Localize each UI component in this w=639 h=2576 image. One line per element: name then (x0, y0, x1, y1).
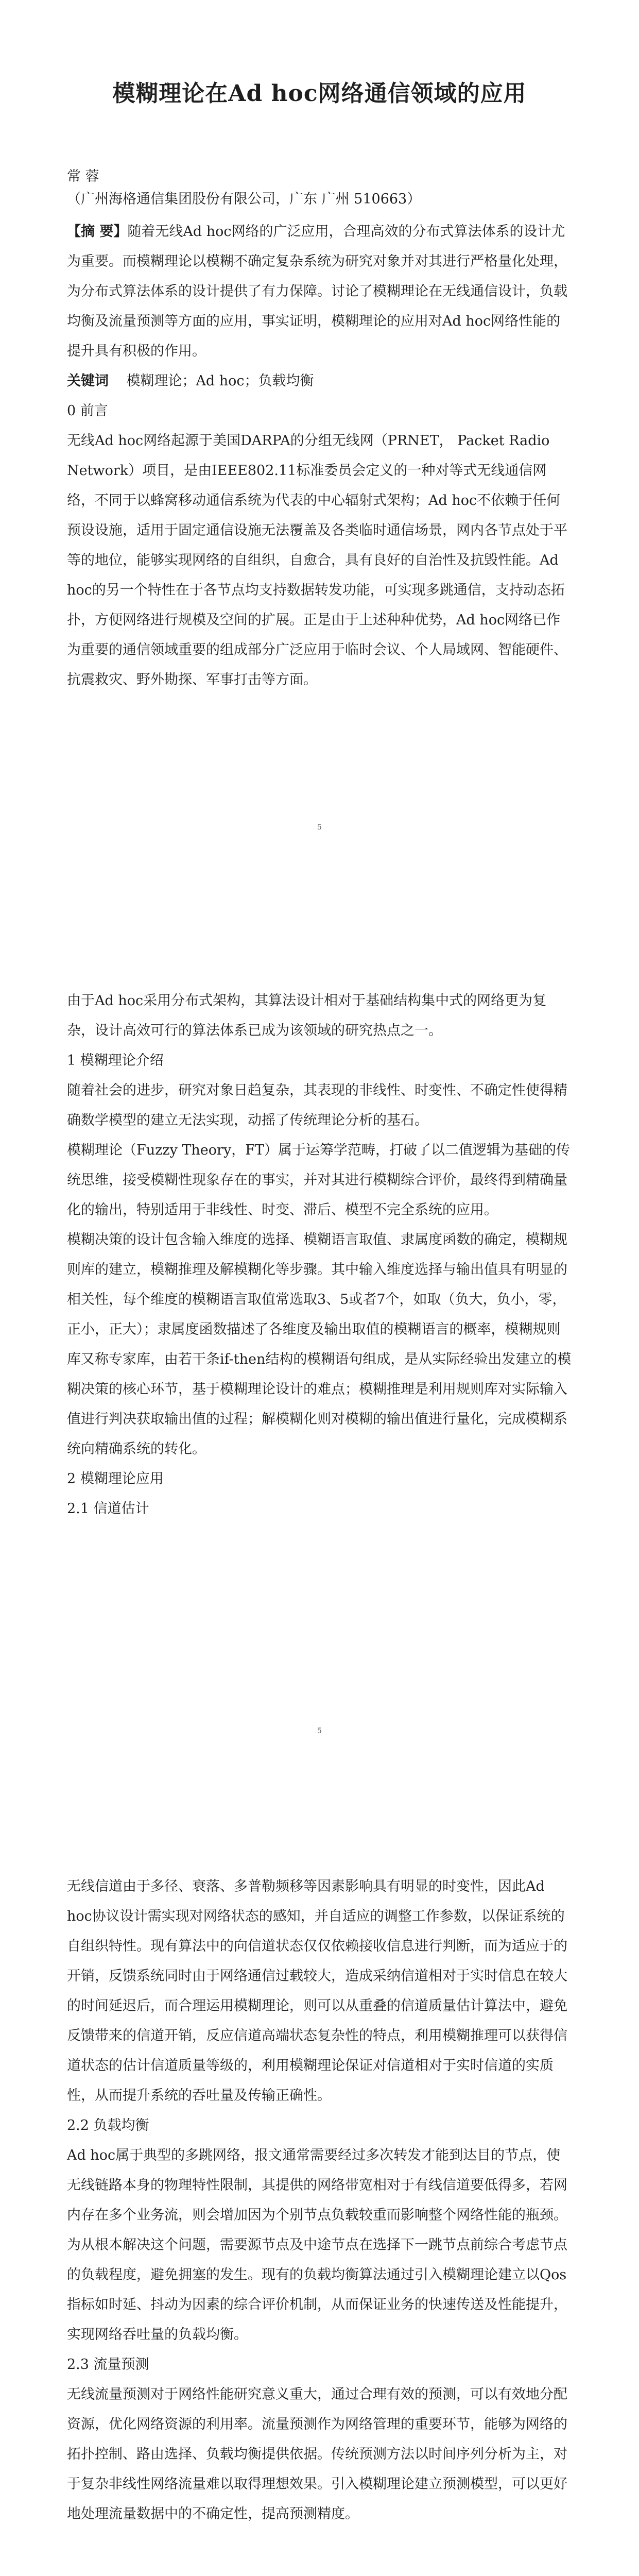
body-paragraph: 无线Ad hoc网络起源于美国DARPA的分组无线网（PRNET， Packet Radio Network）项目，是由IEEE802.11标准委员会定义的一种对等式无线通信网络，不同于以蜂窝移动通信系统为代表的中心辐射式架构；Ad hoc不依赖于任何预设设施，适用于固定通信设施无法覆盖及各类临时通信场景，网内各节点处于平等的地位，能够实现网络的自组织，自愈合，具有良好的自治性及抗毁性能。Ad hoc的另一个特性在于各节点均支持数据转发功能，可实现多跳通信，支持动态拓扑，方便网络进行规模及空间的扩展。正是由于上述种种优势，Ad hoc网络已作为重要的通信领域重要的组成部分广泛应用于临时会议、个人局域网、智能硬件、抗震救灾、野外勘探、军事打击等方面。 (67, 433, 567, 688)
body-paragraph: 模糊决策的设计包含输入维度的选择、模糊语言取值、隶属度函数的确定，模糊规则库的建立，模糊推理及解模糊化等步骤。其中输入维度选择与输出值具有明显的相关性，每个维度的模糊语言取值常选取3、5或者7个，如取（负大，负小，零，正小，正大）；隶属度函数描述了各维度及输出取值的模糊语言的概率，模糊规则库又称专家库，由若干条if-then结构的模糊语句组成，是从实际经验出发建立的模糊决策的核心环节，基于模糊理论设计的难点；模糊推理是利用规则库对实际输入值进行判决获取输出值的过程；解模糊化则对模糊的输出值进行量化，完成模糊系统向精确系统的转化。 (67, 1232, 572, 1457)
section-heading: 0 前言 (67, 403, 108, 419)
abstract-label: 【摘 要】 (67, 224, 128, 240)
author-affiliation: （广州海格通信集团股份有限公司，广东 广州 510663） (67, 191, 421, 207)
author-name: 常 蓉 (67, 168, 99, 184)
body-paragraph: 随着社会的进步，研究对象日趋复杂，其表现的非线性、时变性、不确定性使得精确数学模型的建立无法实现，动摇了传统理论分析的基石。 (67, 1082, 567, 1128)
paper-title: 模糊理论在Ad hoc网络通信领域的应用 (112, 80, 527, 107)
keywords-label: 关键词 (67, 373, 109, 389)
section-heading: 1 模糊理论介绍 (67, 1053, 164, 1069)
subsection-heading: 2.3 流量预测 (67, 2357, 149, 2372)
page-2 (0, 904, 639, 1807)
page-1 (0, 0, 639, 904)
page-2-body (67, 986, 572, 1524)
subsection-heading: 2.2 负载均衡 (67, 2117, 149, 2133)
keywords-paragraph (67, 366, 572, 396)
section-heading: 2 模糊理论应用 (67, 1471, 164, 1487)
body-paragraph: 无线流量预测对于网络性能研究意义重大，通过合理有效的预测，可以有效地分配资源，优化网络资源的利用率。流量预测作为网络管理的重要环节，能够为网络的拓扑控制、路由选择、负载均衡提供依据。传统预测方法以时间序列分析为主，对于复杂非线性网络流量难以取得理想效果。引入模糊理论建立预测模型，可以更好地处理流量数据中的不确定性，提高预测精度。 (67, 2386, 567, 2522)
abstract-paragraph (67, 217, 572, 366)
page-number: 5 (317, 1727, 322, 1735)
body-paragraph: 无线信道由于多径、衰落、多普勒频移等因素影响具有明显的时变性，因此Ad hoc协议设计需实现对网络状态的感知，并自适应的调整工作参数，以保证系统的自组织特性。现有算法中的向信道状态仅仅依赖接收信息进行判断，而为适应于的开销，反馈系统同时由于网络通信过载较大，造成采纳信道相对于实时信息在较大的时间延迟后，而合理运用模糊理论，则可以从重叠的信道质量估计算法中，避免反馈带来的信道开销，反应信道高端状态复杂性的特点，利用模糊推理可以获得信道状态的估计信道质量等级的，利用模糊理论保证对信道相对于实时信道的实质性，从而提升系统的吞吐量及传输正确性。 (67, 1878, 567, 2104)
subsection-heading: 2.1 信道估计 (67, 1501, 149, 1517)
page-3-body (67, 1872, 572, 2529)
abstract-text: 随着无线Ad hoc网络的广泛应用，合理高效的分布式算法体系的设计尤为重要。而模糊理论以模糊不确定复杂系统为研究对象并对其进行严格量化处理，为分布式算法体系的设计提供了有力保障。讨论了模糊理论在无线通信设计，负载均衡及流量预测等方面的应用，事实证明，模糊理论的应用对Ad hoc网络性能的提升具有积极的作用。 (67, 224, 567, 359)
body-paragraph: 由于Ad hoc采用分布式架构，其算法设计相对于基础结构集中式的网络更为复杂，设计高效可行的算法体系已成为该领域的研究热点之一。 (67, 993, 547, 1039)
page-number: 5 (317, 823, 322, 832)
abstract-block (67, 217, 572, 695)
body-paragraph: 模糊理论（Fuzzy Theory，FT）属于运筹学范畴，打破了以二值逻辑为基础的传统思维，接受模糊性现象存在的事实，并对其进行模糊综合评价，最终得到精确量化的输出，特别适用于非线性、时变、滞后、模型不完全系统的应用。 (67, 1142, 570, 1218)
page-3 (0, 1807, 639, 2576)
body-paragraph: Ad hoc属于典型的多跳网络，报文通常需要经过多次转发才能到达目的节点，使无线链路本身的物理特性限制，其提供的网络带宽相对于有线信道要低得多，若网内存在多个业务流，则会增加因为个别节点负载较重而影响整个网络性能的瓶颈。为从根本解决这个问题，需要源节点及中途节点在选择下一跳节点前综合考虑节点的负载程度，避免拥塞的发生。现有的负载均衡算法通过引入模糊理论建立以Qos指标如时延、抖动为因素的综合评价机制，从而保证业务的快速传送及性能提升，实现网络吞吐量的负载均衡。 (67, 2147, 567, 2343)
author-block (67, 165, 572, 211)
keywords-text: 模糊理论；Ad hoc；负载均衡 (126, 373, 314, 389)
